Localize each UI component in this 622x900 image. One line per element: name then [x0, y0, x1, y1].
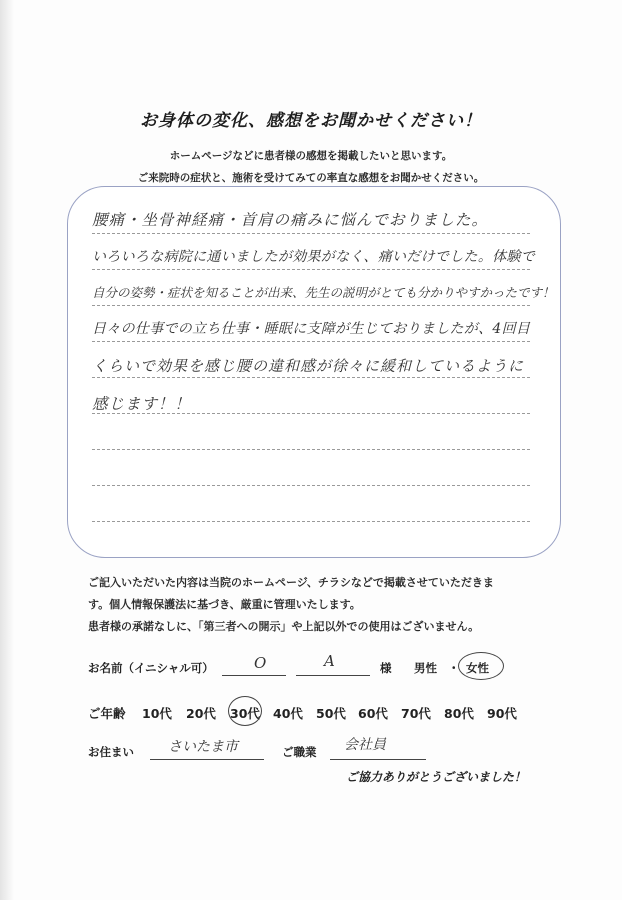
- name-underline-1: [222, 674, 286, 676]
- occupation-label: ご職業: [282, 745, 317, 759]
- age-label: ご年齢: [88, 706, 126, 721]
- age-option-40s: 40代: [273, 706, 303, 721]
- age-option-70s: 70代: [401, 706, 431, 721]
- age-option-80s: 80代: [444, 706, 474, 721]
- ruled-line: [92, 521, 530, 522]
- thanks-message: ご協力ありがとうございました！: [346, 770, 527, 784]
- handwritten-comment-line: くらいで効果を感じ腰の違和感が徐々に緩和しているように: [92, 357, 525, 375]
- name-initial-1: O: [254, 654, 267, 672]
- name-initial-2: A: [324, 652, 335, 670]
- ruled-line: [92, 269, 530, 270]
- privacy-notice-2: す。個人情報保護法に基づき、厳重に管理いたします。: [88, 598, 361, 611]
- occupation-value: 会社員: [344, 737, 386, 753]
- age-option-30s: 30代: [230, 706, 260, 721]
- gender-male-option: 男性: [414, 661, 437, 675]
- form-subtitle-1: ホームページなどに患者様の感想を掲載したいと思います。: [169, 150, 453, 162]
- ruled-line: [92, 233, 530, 234]
- age-option-60s: 60代: [358, 706, 388, 721]
- gender-female-option: 女性: [466, 661, 489, 675]
- form-title: お身体の変化、感想をお聞かせください！: [140, 111, 482, 131]
- handwritten-comment-line: 自分の姿勢・症状を知ることが出来、先生の説明がとても分かりやすかったです！: [92, 285, 555, 300]
- handwritten-comment-line: いろいろな病院に通いましたが効果がなく、痛いだけでした。体験で: [92, 249, 536, 265]
- name-underline-2: [296, 674, 370, 676]
- page-edge-shadow: [0, 0, 14, 900]
- age-option-90s: 90代: [487, 706, 517, 721]
- address-label: お住まい: [88, 745, 134, 759]
- age-option-50s: 50代: [316, 706, 346, 721]
- occupation-underline: [330, 758, 426, 760]
- age-option-20s: 20代: [186, 706, 216, 721]
- gender-separator: ・: [448, 661, 460, 675]
- gender-selection-circle: [458, 652, 504, 680]
- address-underline: [150, 758, 264, 760]
- ruled-line: [92, 485, 530, 486]
- handwritten-comment-line: 日々の仕事での立ち仕事・睡眠に支障が生じておりましたが、4回目: [92, 321, 531, 337]
- age-selection-circle: [228, 696, 262, 726]
- ruled-line: [92, 449, 530, 450]
- form-subtitle-2: ご来院時の症状と、施術を受けてみての率直な感想をお聞かせください。: [137, 172, 485, 184]
- sama-label: 様: [380, 661, 392, 675]
- handwritten-comment-line: 腰痛・坐骨神経痛・首肩の痛みに悩んでおりました。: [92, 211, 489, 229]
- privacy-notice-1: ご記入いただいた内容は当院のホームページ、チラシなどで掲載させていただきま: [88, 576, 494, 589]
- name-label: お名前（イニシャル可）: [88, 661, 214, 675]
- ruled-line: [92, 305, 530, 306]
- address-value: さいたま市: [168, 739, 238, 755]
- ruled-line: [92, 377, 530, 378]
- age-option-10s: 10代: [142, 706, 172, 721]
- handwritten-comment-line: 感じます！！: [92, 395, 192, 413]
- ruled-line: [92, 341, 530, 342]
- privacy-notice-3: 患者様の承諾なしに、「第三者への開示」や上記以外での使用はございません。: [88, 620, 480, 633]
